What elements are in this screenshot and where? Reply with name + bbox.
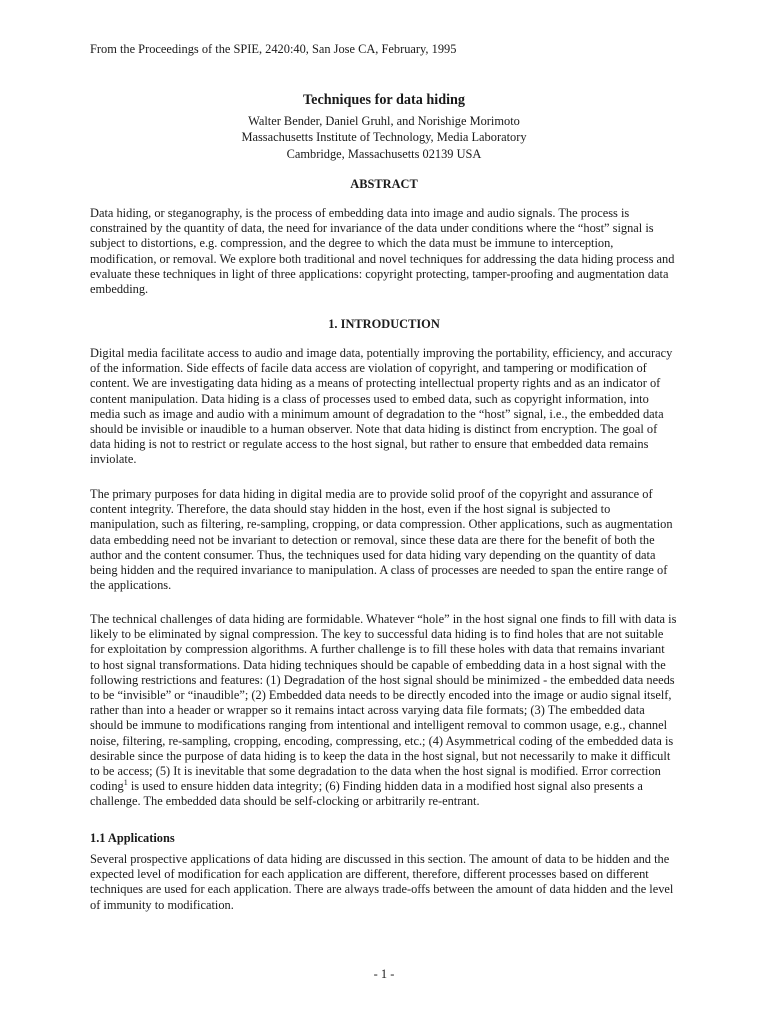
introduction-heading: 1. INTRODUCTION [328,317,440,331]
author-address: Cambridge, Massachusetts 02139 USA [286,146,482,161]
text-line: content. We are investigating data hiding as a means of protecting intellectual property rights and as an indicator of [90,376,661,391]
page-number: - 1 - [373,967,395,981]
abstract-paragraph [90,206,680,297]
author-block [90,113,678,162]
text-line: data embedding need not be invariant to detection or removal, since these data are there for the benefit of both the [90,532,655,547]
intro-paragraph-3 [90,612,680,810]
abstract-heading: ABSTRACT [350,177,418,191]
text-line: The technical challenges of data hiding are formidable. Whatever “hole” in the host signal one finds to fill with data is [90,612,677,626]
text-line: manipulation, such as filtering, re-sampling, cropping, or data compression. Other applications, such as augmentation [90,517,673,532]
text-line-with-footnote [90,779,680,794]
applications-heading: 1.1 Applications [90,831,175,845]
text-line: author and the content consumer. Thus, the techniques used for data hiding vary depending on the quantity of data [90,547,656,562]
text-line: Digital media facilitate access to audio and image data, potentially improving the portability, efficiency, and accuracy [90,346,673,360]
text-line: The primary purposes for data hiding in digital media are to provide solid proof of the copyright and assurance of [90,487,653,501]
text-line: of the information. Side effects of facile data access are violation of copyright, and tampering or modification of [90,361,647,376]
text-line: evaluate these techniques in light of three applications: copyright protecting, tamper-proofing and augmentation data [90,266,669,281]
applications-paragraph [90,852,680,913]
intro-paragraph-2 [90,487,680,593]
intro-paragraph-1 [90,346,680,468]
text-line: content manipulation. Data hiding is a class of processes used to embed data, such as copyright information, into [90,391,649,406]
text-line: of immunity to modification. [90,897,234,912]
text-line: to be access; (5) It is inevitable that some degradation to the data when the host signal is modified. Error correction [90,764,661,779]
text-line: for exploitation by compression algorithms. A further challenge is to fill these holes with data that remains invariant [90,642,665,657]
proceedings-header: From the Proceedings of the SPIE, 2420:40, San Jose CA, February, 1995 [90,42,457,56]
text-line: subject to distortions, e.g. compression, and the degree to which the data must be immune to interception, [90,236,614,251]
author-names: Walter Bender, Daniel Gruhl, and Norishige Morimoto [248,114,520,128]
text-line: expected level of modification for each application are different, therefore, different processes based on different [90,867,649,882]
paper-title: Techniques for data hiding [302,92,466,108]
text-line: desirable since the purpose of data hiding is to keep the data in the host signal, but not necessarily to make it difficult [90,748,671,763]
text-line: to host signal transformations. Data hiding techniques should be capable of embedding data in a host signal with the [90,657,666,672]
text-line: techniques are used for each application. There are always trade-offs between the amount of data hidden and the level [90,882,674,897]
text-line: media such as image and audio with a minimum amount of degradation to the “host” signal, i.e., the embedded data [90,406,664,421]
text-line: embedding. [90,282,149,297]
text-line: noise, filtering, re-sampling, cropping, encoding, compressing, etc.; (4) Asymmetrical coding of the embedded data is [90,733,674,748]
author-affiliation: Massachusetts Institute of Technology, Media Laboratory [241,130,527,145]
coding-word: coding [90,779,124,794]
text-line: Data hiding, or steganography, is the process of embedding data into image and audio signals. The process is [90,206,630,220]
text-line: should be invisible or inaudible to a human observer. Note that data hiding is distinct from encryption. The goal of [90,422,658,437]
text-line: Several prospective applications of data hiding are discussed in this section. The amount of data to be hidden and the [90,852,670,866]
text-line: rather than into a header or wrapper so it remains intact across varying data file formats; (3) The embedded data [90,703,645,718]
footnote-marker: 1 [123,778,128,788]
text-line: data hiding is not to restrict or regulate access to the host signal, but rather to ensure that embedded data remains [90,437,649,452]
text-line: likely to be eliminated by signal compression. The key to successful data hiding is to find holes that are not suitable [90,627,664,642]
text-line: modification, or removal. We explore both traditional and novel techniques for addressing the data hiding process and [90,251,675,266]
text-line: the applications. [90,578,172,593]
text-line: constrained by the quantity of data, the need for invariance of the data under conditions where the “host” signal is [90,221,654,236]
text-line: content integrity. Therefore, the data should stay hidden in the host, even if the host signal is subjected to [90,502,611,517]
text-line: should be immune to modifications ranging from intentional and intelligent removal to common usage, e.g., channel [90,718,668,733]
text-line: being hidden and the required invariance to manipulation. A class of processes are needed to span the entire range of [90,563,668,578]
text-line: inviolate. [90,452,137,467]
coding-line-rest: is used to ensure hidden data integrity; (6) Finding hidden data in a modified host signal also presents a [127,779,643,794]
text-line: following restrictions and features: (1) Degradation of the host signal should be minimized - the embedded data needs [90,672,675,687]
text-line: to be “invisible” or “inaudible”; (2) Embedded data needs to be directly encoded into the image or audio signal itself, [90,688,672,703]
text-line: challenge. The embedded data should be self-clocking or arbitrarily re-entrant. [90,794,480,809]
